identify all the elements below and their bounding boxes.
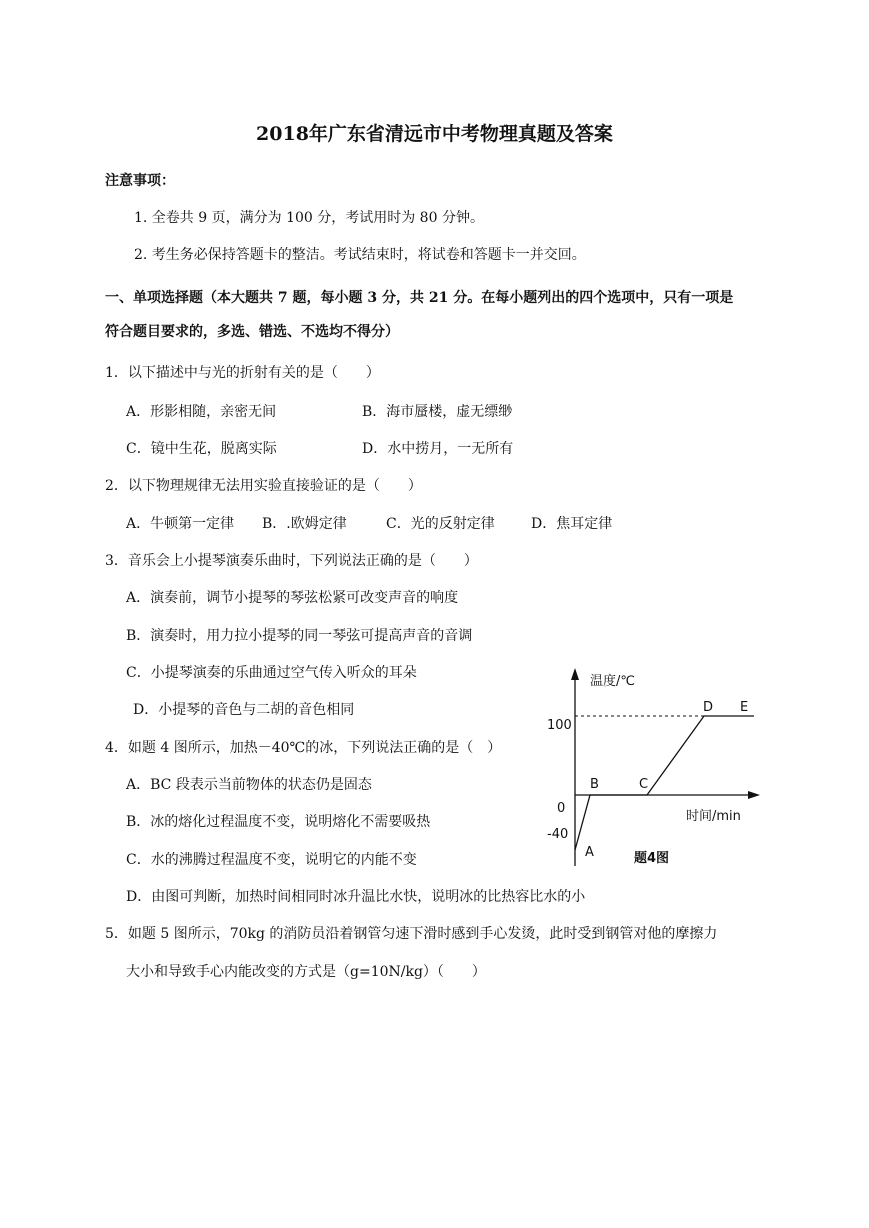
y-tick-minus-40: -40 [547,827,569,842]
section1-heading-line2: 符合题目要求的，多选、错选、不选均不得分） [105,324,399,340]
notice-heading: 注意事项： [105,173,175,189]
notice-item-2: 2. 考生务必保持答题卡的整洁。考试结束时，将试卷和答题卡一并交回。 [134,247,586,263]
question-2-option-d: D．焦耳定律 [531,516,613,532]
question-2-option-b: B．.欧姆定律 [262,516,347,532]
question-3-option-a: A．演奏前，调节小提琴的琴弦松紧可改变声音的响度 [126,590,459,606]
question-1-option-c: C．镜中生花，脱离实际 [126,441,277,457]
heating-curve-line [575,716,754,850]
y-tick-0: 0 [557,801,566,816]
y-tick-100: 100 [547,718,572,733]
point-label-b: B [590,777,599,792]
question-3-option-c: C．小提琴演奏的乐曲通过空气传入听众的耳朵 [126,665,417,681]
question-4-option-c: C．水的沸腾过程温度不变，说明它的内能不变 [126,852,417,868]
page-title: 2018年广东省清远市中考物理真题及答案 [256,123,613,145]
figure-caption: 题4图 [634,851,670,866]
question-5-stem-line2: 大小和导致手心内能改变的方式是（g=10N/kg）（ ） [126,964,486,980]
question-1-option-d: D．水中捞月，一无所有 [362,441,514,457]
point-label-c: C [639,777,649,792]
question-3-stem: 3．音乐会上小提琴演奏乐曲时，下列说法正确的是（ ） [105,553,478,569]
question-4-option-a: A．BC 段表示当前物体的状态仍是固态 [126,777,372,793]
question-2-stem: 2．以下物理规律无法用实验直接验证的是（ ） [105,478,422,494]
figure-4-heating-curve [528,660,768,875]
question-4-option-d: D．由图可判断，加热时间相同时冰升温比水快，说明冰的比热容比水的小 [126,889,586,905]
x-axis-arrow-icon [748,791,760,799]
question-1-option-b: B．海市蜃楼，虚无缥缈 [362,404,513,420]
x-axis-label: 时间/min [686,809,741,824]
question-1-option-a: A．形影相随，亲密无间 [126,404,277,420]
notice-item-1: 1. 全卷共 9 页，满分为 100 分，考试用时为 80 分钟。 [134,210,484,226]
point-label-a: A [585,845,594,860]
question-2-option-a: A．牛顿第一定律 [126,516,235,532]
question-4-option-b: B．冰的熔化过程温度不变，说明熔化不需要吸热 [126,814,431,830]
question-3-option-b: B．演奏时，用力拉小提琴的同一琴弦可提高声音的音调 [126,628,473,644]
question-3-option-d: D．小提琴的音色与二胡的音色相同 [133,702,355,718]
point-label-d: D [703,700,714,715]
point-label-e: E [740,700,749,715]
question-1-stem: 1．以下描述中与光的折射有关的是（ ） [105,365,380,381]
question-4-stem: 4．如题 4 图所示，加热－40℃的冰，下列说法正确的是（ ） [105,740,502,756]
y-axis-arrow-icon [571,668,579,680]
question-2-option-c: C．光的反射定律 [386,516,495,532]
section1-heading-line1: 一、单项选择题（本大题共 7 题，每小题 3 分，共 21 分。在每小题列出的四个选项中，只有一项是 [105,290,734,306]
y-axis-label: 温度/℃ [590,674,635,689]
question-5-stem-line1: 5．如题 5 图所示，70kg 的消防员沿着钢管匀速下滑时感到手心发烫，此时受到钢管对他的摩擦力 [105,926,718,942]
